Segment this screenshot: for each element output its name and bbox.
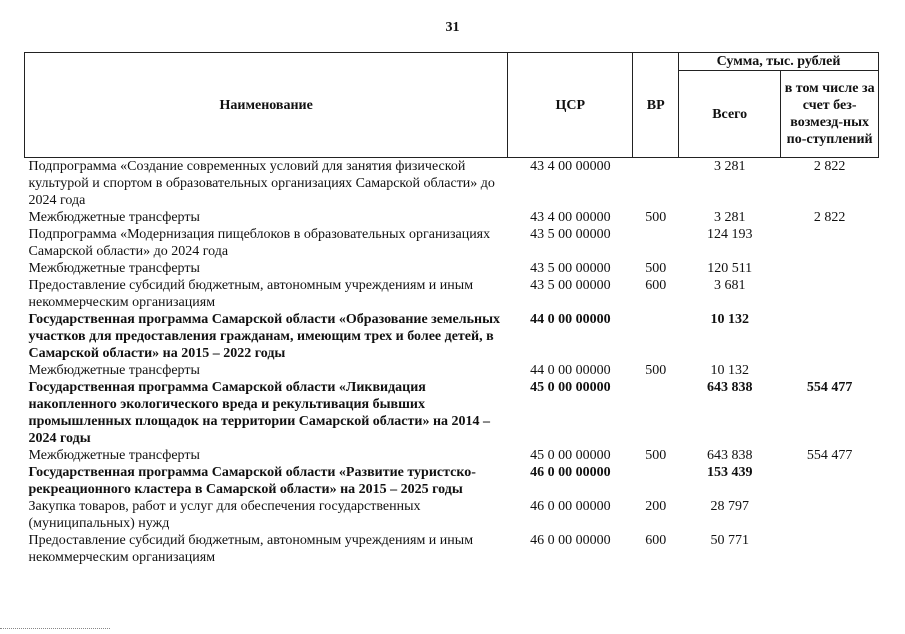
cell-incl	[781, 498, 879, 532]
cell-incl	[781, 260, 879, 277]
cell-name: Предоставление субсидий бюджетным, автономным учреждениям и иным некоммерческим организациям	[28, 278, 474, 310]
cell-vr: 500	[645, 363, 667, 378]
table-body	[25, 158, 879, 567]
table-row	[25, 311, 879, 362]
cell-incl: 2 822	[813, 210, 846, 225]
cell-vr	[633, 311, 679, 362]
cell-total: 10 132	[710, 312, 749, 327]
cell-incl	[781, 464, 879, 498]
table-row	[25, 379, 879, 447]
cell-csr: 45 0 00 00000	[530, 448, 611, 463]
cell-incl: 554 477	[806, 448, 853, 463]
cell-vr: 500	[645, 261, 667, 276]
cell-csr: 43 5 00 00000	[530, 261, 611, 276]
cell-total: 153 439	[706, 465, 753, 480]
cell-total: 3 281	[713, 210, 746, 225]
cell-total: 120 511	[707, 261, 753, 276]
table-row	[25, 464, 879, 498]
cell-name: Подпрограмма «Создание современных условий для занятия физической культурой и спортом в образовательных организациях Самарской области» до 2024 года	[28, 159, 495, 208]
cell-incl: 2 822	[813, 159, 846, 174]
cell-incl	[781, 532, 879, 566]
header-incl	[781, 71, 879, 158]
cell-name: Подпрограмма «Модернизация пищеблоков в образовательных организациях Самарской области» до 2024 года	[28, 227, 491, 259]
table-row	[25, 447, 879, 464]
cell-name: Предоставление субсидий бюджетным, автономным учреждениям и иным некоммерческим организациям	[28, 533, 474, 565]
cell-csr: 46 0 00 00000	[530, 465, 611, 480]
cell-vr: 500	[645, 448, 667, 463]
cell-total: 124 193	[706, 227, 753, 242]
cell-total: 643 838	[706, 448, 753, 463]
cell-csr: 46 0 00 00000	[530, 533, 611, 548]
budget-table	[24, 52, 879, 566]
table-row	[25, 209, 879, 226]
table-row	[25, 260, 879, 277]
cell-name: Межбюджетные трансферты	[28, 448, 200, 463]
cell-incl: 554 477	[806, 380, 853, 395]
table-row	[25, 532, 879, 566]
cell-name: Государственная программа Самарской области «Ликвидация накопленного экологического вреда и рекультивация бывших промышленных площадок на территории Самарской области» на 2014 – 2024 годы	[28, 380, 491, 446]
cell-csr: 46 0 00 00000	[530, 499, 611, 514]
table-row	[25, 362, 879, 379]
cell-vr	[633, 226, 679, 260]
cell-total: 3 281	[713, 159, 746, 174]
cell-vr: 600	[645, 533, 667, 548]
cell-vr: 200	[645, 499, 667, 514]
cell-name: Закупка товаров, работ и услуг для обеспечения государственных (муниципальных) нужд	[28, 499, 421, 531]
scan-edge-mark	[0, 628, 110, 631]
cell-vr	[633, 379, 679, 447]
cell-vr	[633, 158, 679, 210]
cell-name: Межбюджетные трансферты	[28, 363, 200, 378]
table-row	[25, 277, 879, 311]
header-csr: ЦСР	[508, 53, 633, 158]
cell-name: Государственная программа Самарской области «Образование земельных участков для предоставления гражданам, имеющим трех и более детей, в Самарской области» на 2015 – 2022 годы	[28, 312, 501, 361]
cell-csr: 45 0 00 00000	[530, 380, 611, 395]
cell-incl	[781, 362, 879, 379]
cell-incl	[781, 277, 879, 311]
header-name: Наименование	[25, 53, 508, 158]
cell-csr: 43 4 00 00000	[530, 159, 611, 174]
cell-csr: 43 5 00 00000	[530, 227, 611, 242]
cell-total: 28 797	[710, 499, 749, 514]
table-row	[25, 226, 879, 260]
cell-csr: 43 5 00 00000	[530, 278, 611, 293]
cell-csr: 43 4 00 00000	[530, 210, 611, 225]
cell-total: 643 838	[706, 380, 753, 395]
cell-total: 50 771	[710, 533, 749, 548]
table-header	[25, 53, 879, 158]
cell-csr: 44 0 00 00000	[530, 312, 611, 327]
cell-vr: 600	[645, 278, 667, 293]
page-number: 31	[445, 20, 460, 35]
table-row	[25, 158, 879, 210]
cell-total: 3 681	[713, 278, 746, 293]
cell-incl	[781, 311, 879, 362]
cell-total: 10 132	[710, 363, 749, 378]
header-total: Всего	[679, 71, 781, 158]
table-row	[25, 498, 879, 532]
cell-vr	[633, 464, 679, 498]
header-vr: ВР	[633, 53, 679, 158]
cell-vr: 500	[645, 210, 667, 225]
cell-csr: 44 0 00 00000	[530, 363, 611, 378]
cell-incl	[781, 226, 879, 260]
header-sum: Сумма, тыс. рублей	[679, 53, 879, 71]
header-incl-text: в том числе за счет без-возмезд-ных по-ступлений	[784, 81, 875, 147]
cell-name: Межбюджетные трансферты	[28, 261, 200, 276]
cell-name: Межбюджетные трансферты	[28, 210, 200, 225]
cell-name: Государственная программа Самарской области «Развитие туристско-рекреационного кластера в Самарской области» на 2015 – 2025 годы	[28, 465, 476, 497]
